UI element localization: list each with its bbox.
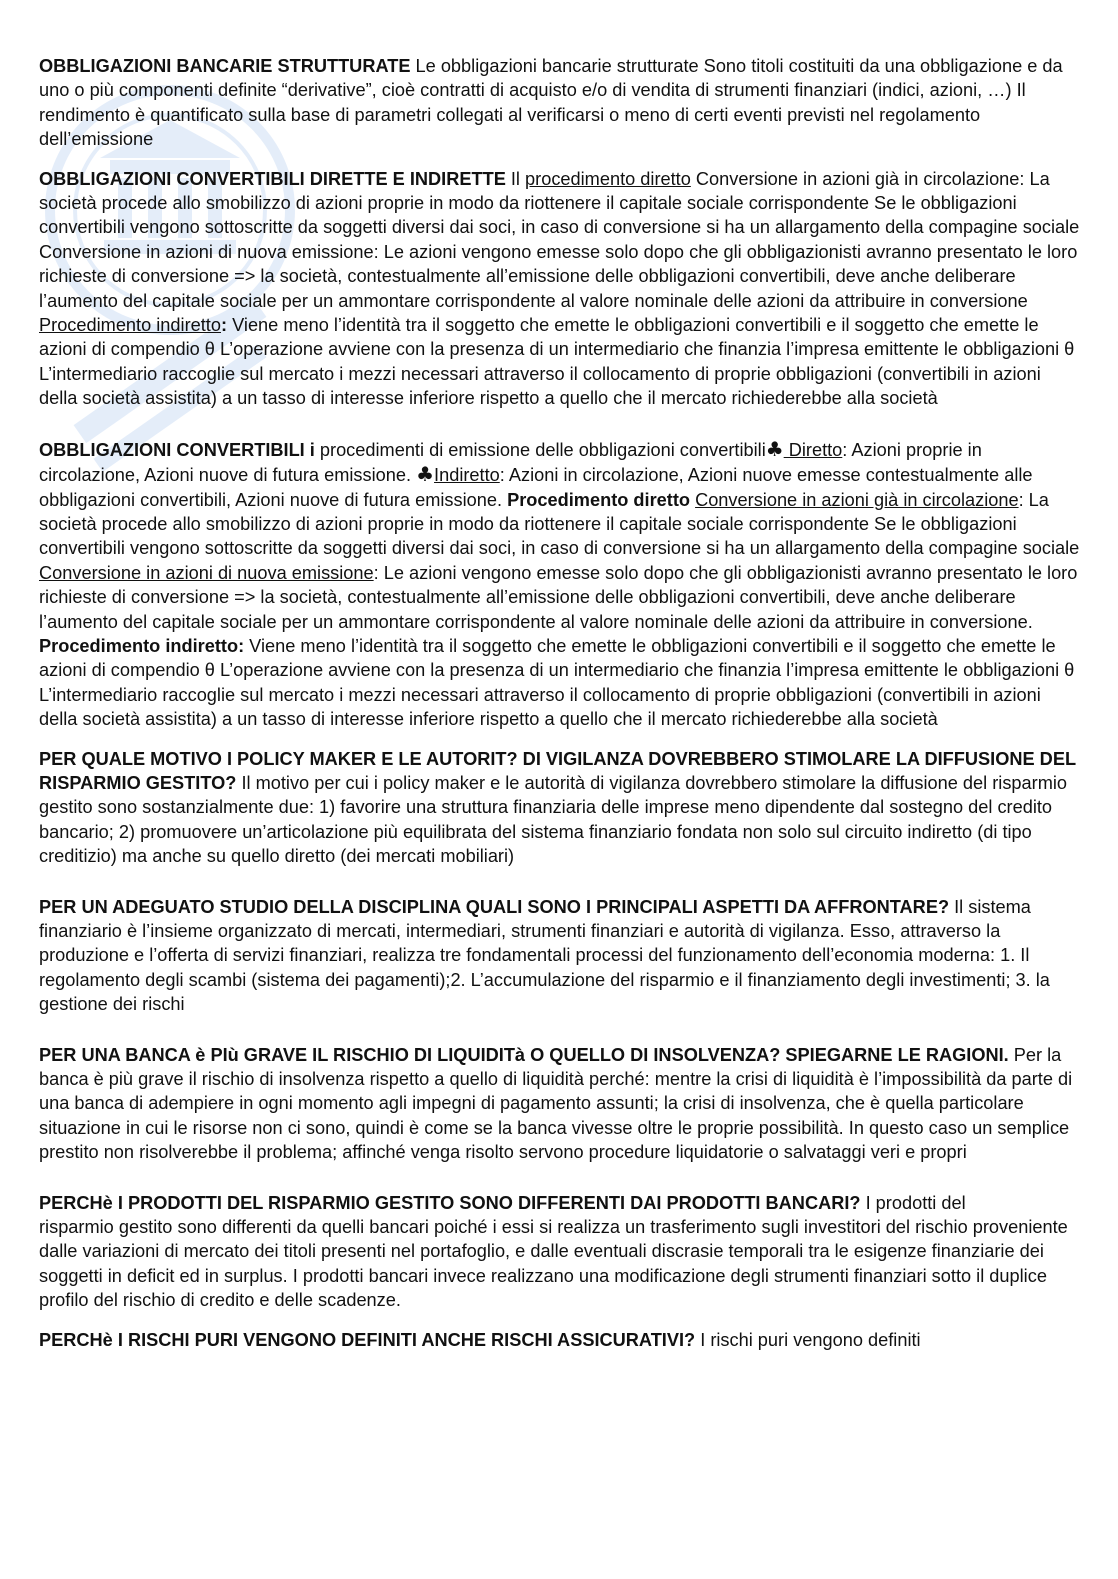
section-heading: PERCHè I RISCHI PURI VENGONO DEFINITI ANCHE RISCHI ASSICURATIVI? — [39, 1329, 696, 1350]
section-text: : Azioni in circolazione, Azioni nuove emesse contestualmente alle obbligazioni convertibili, Azioni nuove di futura emissione. — [39, 465, 1033, 510]
section-obbligazioni-strutturate — [39, 54, 1084, 152]
bold-text: Procedimento diretto — [507, 489, 690, 510]
section-text: Viene meno l’identità tra il soggetto che emette le obbligazioni convertibili e il soggetto che emette le azioni di compendio θ L’operazione avviene con la presenza di un intermediario che finanzia l’impresa emittente le obbligazioni θ L’intermediario raccoglie sul mercato i mezzi necessari attraverso il collocamento di proprie obbligazioni (convertibili in azioni della società assistita) a un tasso di interesse inferiore rispetto a quello che il mercato richiederebbe alla società — [39, 635, 1075, 730]
section-convertibili-procedimenti — [39, 437, 1084, 732]
section-rischio-liquidita-insolvenza — [39, 1043, 1084, 1165]
section-text: : Le azioni vengono emesse solo dopo che gli obbligazionisti avranno presentato le loro richieste di conversione => la società, contestualmente all’emissione delle obbligazioni convertibili, deve anche deliberare l’aumento del capitale sociale per un ammontare corrispondente al valore nominale delle azioni da attribuire in conversione. — [39, 562, 1078, 632]
section-heading: PER UN ADEGUATO STUDIO DELLA DISCIPLINA QUALI SONO I PRINCIPALI ASPETTI DA AFFRONTARE? — [39, 896, 950, 917]
section-heading: PER UNA BANCA è PIù GRAVE IL RISCHIO DI LIQUIDITà O QUELLO DI INSOLVENZA? SPIEGARNE LE RAGIONI. — [39, 1044, 1009, 1065]
underlined-term: Indiretto — [434, 465, 500, 486]
bold-text: Procedimento indiretto: — [39, 635, 245, 656]
underlined-term: Conversione in azioni già in circolazione — [695, 489, 1019, 510]
section-text: : La società procede allo smobilizzo di azioni proprie in modo da riottenere il capitale sociale corrispondente Se le obbligazioni convertibili vengono sottoscritte da soggetti diversi dai soci, in caso di conversione si ha un allargamento della compagine sociale — [39, 489, 1080, 559]
section-text: risparmio gestito sono differenti da quelli bancari poiché i essi si realizza un trasferimento sugli investitori del rischio proveniente dalle variazioni di mercato dei titoli presenti nel portafoglio, e dalle eventuali discrasie temporali tra le esigenze finanziarie dei soggetti in deficit ed in surplus. I prodotti bancari invece realizzano una modificazione degli strumenti finanziari sotto il duplice profilo del rischio di credito e delle scadenze. — [39, 1217, 1068, 1311]
section-heading: PER QUALE MOTIVO I POLICY MAKER E LE AUTORIT? DI VIGILANZA DOVREBBERO STIMOLARE LA DIFFUSIONE DEL RISPARMIO GESTITO? — [39, 748, 1076, 793]
section-text: Il — [505, 168, 526, 189]
section-heading: OBBLIGAZIONI CONVERTIBILI i — [39, 439, 315, 460]
section-text: I rischi puri vengono definiti — [695, 1329, 921, 1350]
section-heading: OBBLIGAZIONI BANCARIE STRUTTURATE — [39, 56, 411, 76]
section-text: : Azioni proprie in circolazione, Azioni nuove di futura emissione. — [39, 439, 982, 486]
club-bullet-icon: ♣ — [765, 436, 784, 461]
section-text: Il motivo per cui i policy maker e le autorità di vigilanza dovrebbero stimolare la diffusione del risparmio gestito sono sostanzialmente due: 1) favorire una struttura finanziaria delle imprese meno dipendente dal sostegno del credito bancario; 2) promuovere un’articolazione più equilibrata del sistema finanziario fondata non solo sul circuito indiretto (di tipo creditizio) ma anche su quello diretto (dei mercati mobiliari) — [39, 772, 1068, 867]
section-risparmio-gestito-motivo — [39, 747, 1084, 869]
section-text: Il sistema finanziario è l’insieme organizzato di mercati, intermediari, strumenti finanziari e autorità di vigilanza. Esso, attraverso la produzione e l’offerta di servizi finanziari, realizza tre fondamentali processi del funzionamento dell’economia moderna: 1. Il regolamento degli scambi (sistema dei pagamenti);2. L’accumulazione del risparmio e il finanziamento degli investimenti; 3. la gestione dei rischi — [39, 896, 1050, 1015]
section-text: Conversione in azioni già in circolazione: La società procede allo smobilizzo di azioni proprie in modo da riottenere il capitale sociale corrispondente Se le obbligazioni convertibili vengono sottoscritte da soggetti diversi dai soci, in caso di conversione si ha un allargamento della compagine sociale Conversione in azioni di nuova emissione: Le azioni vengono emesse solo dopo che gli obbligazionisti avranno presentato le loro richieste di conversione => la società, contestualmente all’emissione delle obbligazioni convertibili, deve anche deliberare l’aumento del capitale sociale per un ammontare corrispondente al valore nominale delle azioni da attribuire in conversione — [39, 168, 1080, 311]
club-bullet-icon: ♣ — [416, 462, 435, 487]
section-text: Per la banca è più grave il rischio di insolvenza rispetto a quello di liquidità perché: mentre la crisi di liquidità è l’impossibilità da parte di una banca di adempiere in ogni momento agli impegni di pagamento assunti; la crisi di insolvenza, che è quella particolare situazione in cui le risorse non ci sono, quindi è come se la banca vivesse oltre le proprie possibilità. In questo caso un semplice prestito non risolverebbe il problema; affinché venga risolto servono procedure liquidatorie o salvataggi veri e propri — [39, 1044, 1073, 1163]
section-text: Le obbligazioni bancarie strutturate Sono titoli costituiti da una obbligazione e da uno o più componenti definite “derivative”, cioè contratti di acquisto e/o di vendita di strumenti finanziari (indici, azioni, …) Il rendimento è quantificato sulla base di parametri collegati al verificarsi o meno di certi eventi previsti nel regolamento dell’emissione — [39, 56, 1063, 150]
underlined-term: Procedimento indiretto — [39, 315, 221, 336]
document-body — [39, 54, 1084, 1367]
section-text: I prodotti del — [860, 1192, 966, 1213]
underlined-term: procedimento diretto — [525, 168, 691, 189]
section-prodotti-risparmio-gestito — [39, 1191, 1084, 1313]
section-text: procedimenti di emissione delle obbligazioni convertibili — [314, 439, 766, 460]
bold-text: : — [220, 315, 228, 336]
section-text: Viene meno l’identità tra il soggetto che emette le obbligazioni convertibili e il soggetto che emette le azioni di compendio θ L’operazione avviene con la presenza di un intermediario che finanzia l’impresa emittente le obbligazioni θ L’intermediario raccoglie sul mercato i mezzi necessari attraverso il collocamento di proprie obbligazioni (convertibili in azioni della società assistita) a un tasso di interesse inferiore rispetto a quello che il mercato richiederebbe alla società — [39, 315, 1075, 409]
section-heading: OBBLIGAZIONI CONVERTIBILI DIRETTE E INDIRETTE — [39, 168, 506, 189]
section-heading: PERCHè I PRODOTTI DEL RISPARMIO GESTITO SONO DIFFERENTI DAI PRODOTTI BANCARI? — [39, 1192, 861, 1213]
underlined-term: Diretto — [783, 439, 843, 460]
section-convertibili-dirette-indirette — [39, 167, 1084, 411]
underlined-term: Conversione in azioni di nuova emissione — [39, 562, 374, 583]
section-rischi-puri — [39, 1328, 1084, 1352]
section-studio-disciplina — [39, 895, 1084, 1017]
